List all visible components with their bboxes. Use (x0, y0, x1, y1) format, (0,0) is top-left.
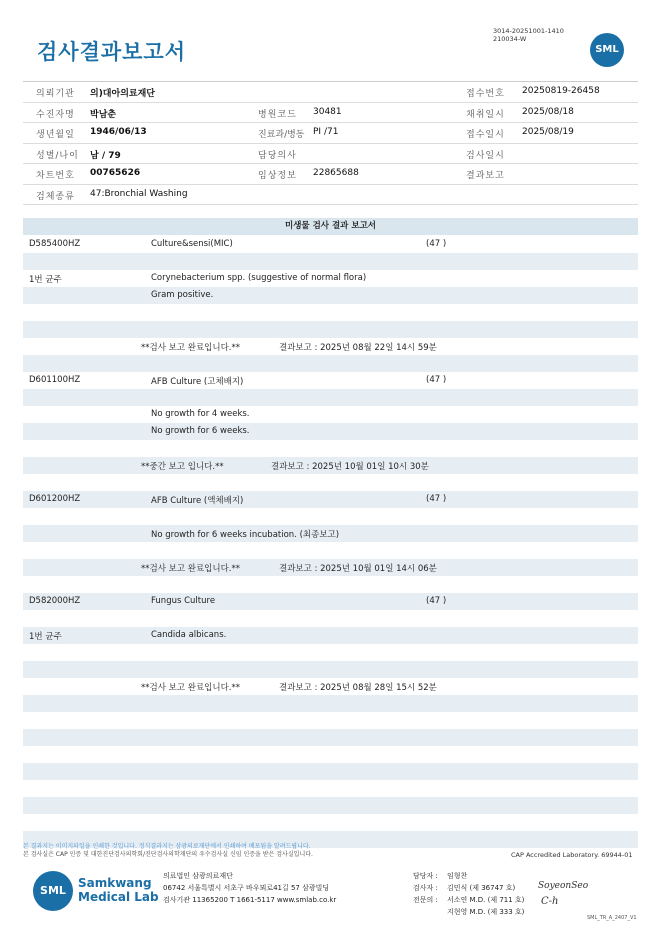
info-row (23, 185, 638, 206)
hospital-code-label: 병원코드 (258, 109, 297, 120)
report-status: **검사 보고 완료입니다.** (141, 683, 241, 693)
staff-role: 전문의 : (413, 896, 438, 904)
result-row (23, 338, 638, 355)
specimen-label: 검체종류 (36, 191, 75, 202)
result-row (23, 712, 638, 729)
result-row (23, 253, 638, 270)
document-number-line2: 210034-W (493, 35, 527, 43)
patient-info-table (23, 81, 638, 205)
staff-list (413, 870, 524, 918)
staff-role: 담당자 : (413, 872, 438, 880)
result-row (23, 746, 638, 763)
result-row (23, 287, 638, 304)
dob-label: 생년월일 (36, 130, 75, 140)
staff-name: 임형찬 (447, 872, 468, 880)
result-row (23, 457, 638, 474)
lab-street: 06742 서울특별시 서초구 바우뫼로41길 57 삼광빌딩 (163, 884, 330, 892)
document-number-line1: 3014-20251001-1410 (493, 27, 564, 35)
clinical-label: 임상정보 (258, 171, 297, 181)
test-name: Culture&sensi(MIC) (151, 239, 233, 249)
test-count: (47 ) (426, 375, 447, 385)
result-row (23, 610, 638, 627)
results-header: 미생물 검사 결과 보고서 (23, 218, 638, 235)
isolate-label: 1번 균주 (29, 275, 62, 285)
test-code: D601100HZ (29, 375, 81, 385)
result-row (23, 763, 638, 780)
organism: Candida albicans. (151, 630, 227, 640)
patient-value: 박남춘 (90, 109, 117, 120)
brand-name (78, 876, 159, 904)
test-name: AFB Culture (고체배지) (151, 377, 244, 387)
staff-name: 지현영 M.D. (제 333 호) (447, 908, 525, 916)
lab-name: 의료법인 삼광의료재단 (163, 872, 233, 880)
report-status: **검사 보고 완료입니다.** (141, 343, 241, 353)
result-row (23, 695, 638, 712)
result-row (23, 474, 638, 491)
lab-address (163, 870, 336, 906)
receipt-no-label: 접수번호 (466, 89, 505, 99)
info-row (23, 164, 638, 185)
staff-name: 서소연 M.D. (제 711 호) (447, 896, 525, 904)
result-row (23, 678, 638, 695)
result-row (23, 304, 638, 321)
doctor-label: 담당의사 (258, 150, 297, 161)
report-title: 검사결과보고서 (37, 40, 187, 64)
requester-value: 의)대아의료재단 (90, 89, 155, 99)
staff-role: 검사자 : (413, 884, 438, 892)
dept-value: PI /71 (313, 127, 339, 137)
hospital-code-value: 30481 (313, 106, 342, 117)
organism: Corynebacterium spp. (suggestive of normal flora) (151, 273, 367, 283)
collected-label: 채취일시 (466, 109, 505, 120)
staff-name: 김민식 (제 36747 호) (447, 884, 516, 892)
result-row (23, 644, 638, 661)
result-row (23, 542, 638, 559)
dob-value: 1946/06/13 (90, 127, 147, 137)
chart-value: 00765626 (90, 168, 141, 178)
brand-line1: Samkwang (78, 876, 152, 890)
receipt-no-value: 20250819-26458 (522, 86, 600, 96)
result-row (23, 661, 638, 678)
result-row (23, 440, 638, 457)
result-row (23, 491, 638, 508)
signature: C-h (541, 896, 559, 907)
test-count: (47 ) (426, 239, 447, 249)
result-row (23, 270, 638, 287)
result-row (23, 372, 638, 389)
specimen-value: 47:Bronchial Washing (90, 188, 188, 199)
result-row (23, 627, 638, 644)
gram-stain: Gram positive. (151, 290, 214, 300)
result-row (23, 559, 638, 576)
result-row (23, 797, 638, 814)
isolate-label: 1번 균주 (29, 632, 62, 642)
test-count: (47 ) (426, 596, 447, 606)
result-row (23, 576, 638, 593)
document-number (493, 27, 564, 43)
info-row (23, 82, 638, 103)
result-row (23, 389, 638, 406)
accreditation-notice: 본 검사실은 CAP 인증 및 대한진단검사의학회/진단검사의학재단의 우수검사실 신임 인증을 받은 검사실입니다. (23, 851, 313, 858)
result-row (23, 355, 638, 372)
test-name: AFB Culture (액체배지) (151, 496, 244, 506)
result-row (23, 321, 638, 338)
report-status: **검사 보고 완료입니다.** (141, 564, 241, 574)
lab-contact: 검사기관 11365200 T 1661-5117 www.smlab.co.kr (163, 896, 337, 904)
info-row (23, 144, 638, 165)
image-print-notice: 본 결과지는 이미지파일을 인쇄한 것입니다. 정식결과지는 삼광의료재단에서 인쇄하여 배포됨을 알려드립니다. (23, 843, 311, 850)
info-row (23, 103, 638, 124)
received-value: 2025/08/19 (522, 127, 574, 137)
test-count: (47 ) (426, 494, 447, 504)
brand-badge: SML (33, 871, 73, 911)
sex-age-value: 남 / 79 (90, 150, 121, 161)
clinical-value: 22865688 (313, 168, 359, 178)
result-row (23, 593, 638, 610)
chart-label: 차트번호 (36, 171, 75, 181)
report-date: 결과보고 : 2025년 08월 22일 14시 59분 (279, 343, 437, 353)
sml-logo: SML (590, 33, 624, 67)
test-code: D582000HZ (29, 596, 81, 606)
received-label: 접수일시 (466, 130, 505, 140)
report-status: **중간 보고 입니다.** (141, 462, 224, 472)
result-row (23, 780, 638, 797)
result-text: No growth for 6 weeks. (151, 426, 250, 436)
info-row (23, 123, 638, 144)
result-row (23, 236, 638, 253)
signature: SoyeonSeo (538, 881, 589, 891)
result-row (23, 814, 638, 831)
test-name: Fungus Culture (151, 596, 216, 606)
footer-notice (23, 843, 313, 859)
requester-label: 의뢰기관 (36, 89, 75, 99)
result-row (23, 423, 638, 440)
form-number: SML_TR_A_2407_V1 (587, 915, 637, 921)
result-row (23, 508, 638, 525)
test-code: D585400HZ (29, 239, 81, 249)
brand-line2: Medical Lab (78, 890, 159, 904)
patient-label: 수진자명 (36, 109, 75, 120)
report-date: 결과보고 : 2025년 10월 01일 10시 30분 (271, 462, 429, 472)
report-label: 결과보고 (466, 171, 505, 181)
dept-label: 진료과/병동 (258, 130, 305, 140)
cap-accreditation: CAP Accredited Laboratory. 69944-01 (511, 851, 633, 859)
tested-label: 검사일시 (466, 150, 505, 161)
result-row (23, 729, 638, 746)
result-text: No growth for 4 weeks. (151, 409, 250, 419)
collected-value: 2025/08/18 (522, 106, 574, 117)
report-date: 결과보고 : 2025년 10월 01일 14시 06분 (279, 564, 437, 574)
report-date: 결과보고 : 2025년 08월 28일 15시 52분 (279, 683, 437, 693)
result-row (23, 525, 638, 542)
sex-age-label: 성별/나이 (36, 150, 79, 161)
result-text: No growth for 6 weeks incubation. (최종보고) (151, 530, 340, 540)
results-table (23, 236, 638, 848)
result-row (23, 406, 638, 423)
test-code: D601200HZ (29, 494, 81, 504)
